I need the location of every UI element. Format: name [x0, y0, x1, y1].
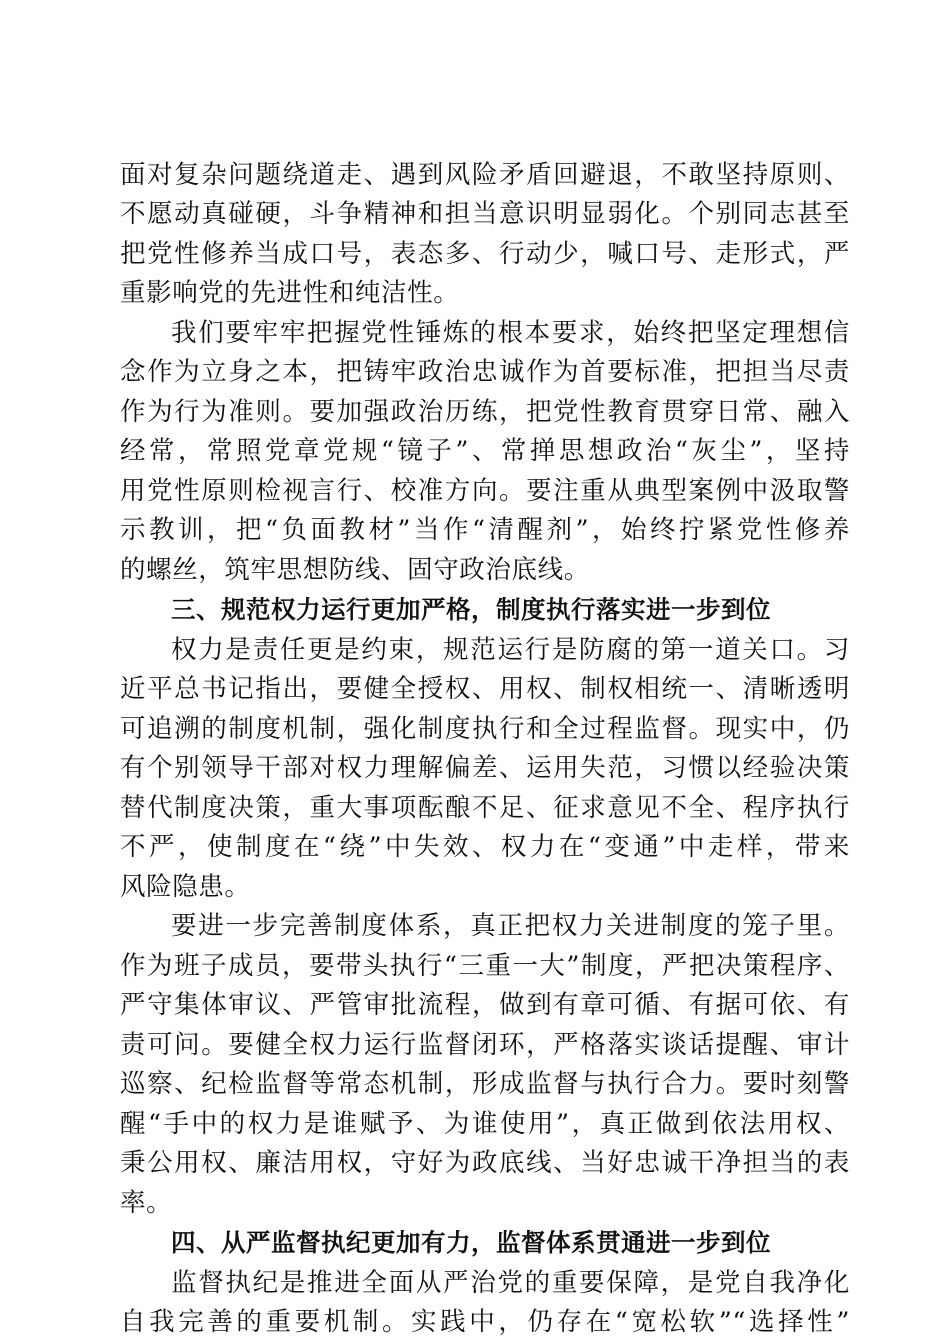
- paragraph-line: 监督执纪是推进全面从严治党的重要保障，是党自我净化: [171, 1268, 850, 1298]
- paragraph-line: 作为行为准则。要加强政治历练，把党性教育贯穿日常、融入: [120, 397, 850, 427]
- paragraph-line: 面对复杂问题绕道走、遇到风险矛盾回避退，不敢坚持原则、: [120, 160, 850, 190]
- paragraph-line: 的螺丝，筑牢思想防线、固守政治底线。: [120, 555, 590, 585]
- paragraph-line: 可追溯的制度机制，强化制度执行和全过程监督。现实中，仍: [120, 714, 850, 744]
- paragraph-line: 醒“手中的权力是谁赋予、为谁使用”，真正做到依法用权、: [120, 1109, 850, 1139]
- paragraph-line: 自我完善的重要机制。实践中，仍存在“宽松软”“选择性”: [120, 1307, 850, 1337]
- section-heading-3: 三、规范权力运行更加严格，制度执行落实进一步到位: [171, 595, 771, 624]
- paragraph-line: 作为班子成员，要带头执行“三重一大”制度，严把决策程序、: [120, 951, 850, 981]
- paragraph-line: 替代制度决策，重大事项酝酿不足、征求意见不全、程序执行: [120, 793, 850, 823]
- paragraph-line: 不愿动真碰硬，斗争精神和担当意识明显弱化。个别同志甚至: [120, 199, 850, 229]
- paragraph-line: 要进一步完善制度体系，真正把权力关进制度的笼子里。: [171, 911, 850, 941]
- paragraph-line: 权力是责任更是约束，规范运行是防腐的第一道关口。习: [171, 635, 850, 665]
- paragraph-line: 严守集体审议、严管审批流程，做到有章可循、有据可依、有: [120, 990, 850, 1020]
- section-heading-4: 四、从严监督执纪更加有力，监督体系贯通进一步到位: [171, 1228, 771, 1257]
- paragraph-line: 我们要牢牢把握党性锤炼的根本要求，始终把坚定理想信: [171, 318, 850, 348]
- paragraph-line: 有个别领导干部对权力理解偏差、运用失范，习惯以经验决策: [120, 753, 850, 783]
- paragraph-line: 巡察、纪检监督等常态机制，形成监督与执行合力。要时刻警: [120, 1069, 850, 1099]
- paragraph-line: 率。: [120, 1188, 173, 1218]
- paragraph-line: 示教训，把“负面教材”当作“清醒剂”，始终拧紧党性修养: [120, 515, 850, 545]
- paragraph-line: 把党性修养当成口号，表态多、行动少，喊口号、走形式，严: [120, 239, 850, 269]
- paragraph-line: 近平总书记指出，要健全授权、用权、制权相统一、清晰透明: [120, 674, 850, 704]
- paragraph-line: 秉公用权、廉洁用权，守好为政底线、当好忠诚干净担当的表: [120, 1148, 850, 1178]
- paragraph-line: 念作为立身之本，把铸牢政治忠诚作为首要标准，把担当尽责: [120, 357, 850, 387]
- paragraph-line: 用党性原则检视言行、校准方向。要注重从典型案例中汲取警: [120, 476, 850, 506]
- paragraph-line: 风险隐患。: [120, 872, 251, 902]
- paragraph-line: 经常，常照党章党规“镜子”、常掸思想政治“灰尘”，坚持: [120, 436, 850, 466]
- paragraph-line: 责可问。要健全权力运行监督闭环，严格落实谈话提醒、审计: [120, 1030, 850, 1060]
- paragraph-line: 重影响党的先进性和纯洁性。: [120, 278, 460, 308]
- paragraph-line: 不严，使制度在“绕”中失效、权力在“变通”中走样，带来: [120, 832, 850, 862]
